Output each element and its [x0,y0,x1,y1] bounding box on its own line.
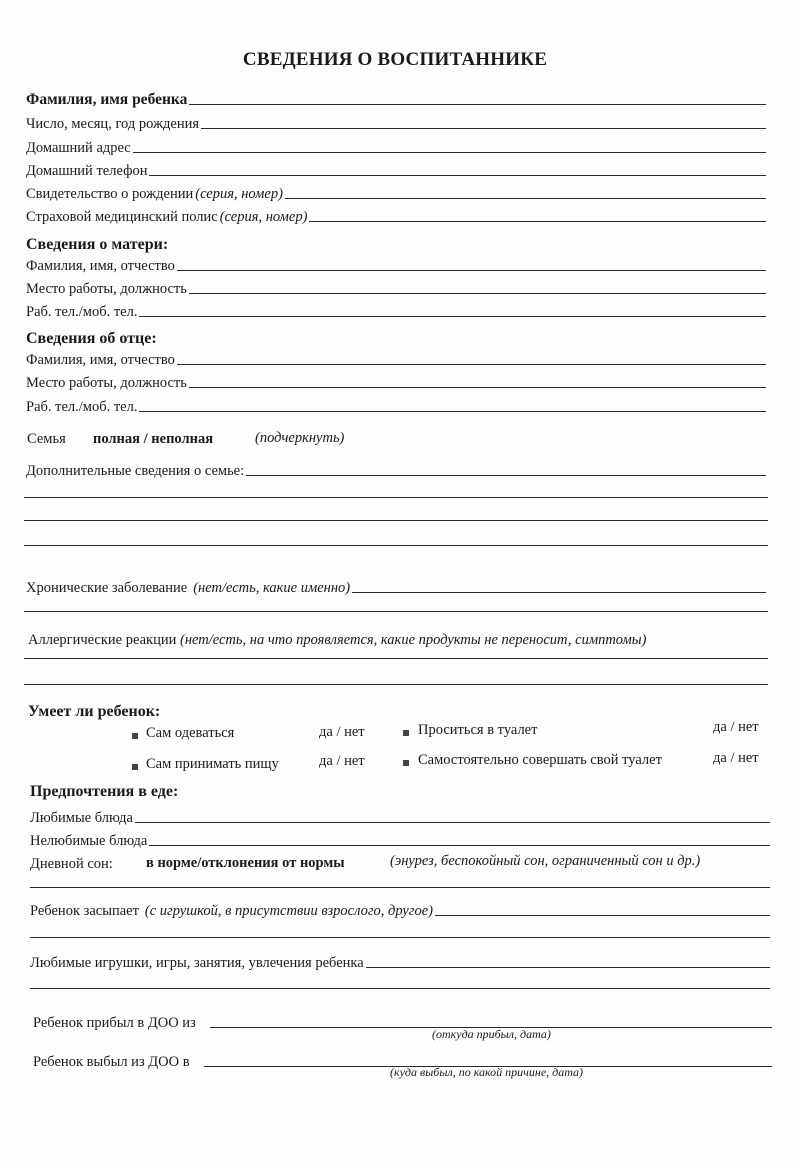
disliked-food-field[interactable] [149,845,770,846]
bullet-icon [132,733,138,739]
family-extra-label: Дополнительные сведения о семье: [26,463,245,479]
certificate-hint: (серия, номер) [195,186,283,202]
sleep-line[interactable] [30,887,770,888]
falls-asleep-hint: (с игрушкой, в присутствии взрослого, другое) [144,903,433,919]
mother-phone-label: Раб. тел./моб. тел. [26,304,138,320]
address-label: Домашний адрес [26,140,131,156]
father-fio-label: Фамилия, имя, отчество [26,352,175,368]
family-extra-field[interactable] [246,475,766,476]
toys-label: Любимые игрушки, игры, занятия, увлечения ребенка [30,955,364,971]
chronic-field[interactable] [352,592,766,593]
liked-food-label: Любимые блюда [30,810,133,826]
father-phone-row [26,395,766,415]
bullet-icon [403,760,409,766]
arrival-hint: (откуда прибыл, дата) [432,1027,551,1041]
address-field[interactable] [133,152,766,153]
father-fio-field[interactable] [177,364,766,365]
mother-phone-row [26,300,766,320]
food-heading: Предпочтения в еде: [30,783,179,800]
family-options[interactable]: полная / неполная [93,431,214,447]
skill-hygiene-label: Самостоятельно совершать свой туалет [418,752,662,768]
allergy-label-group [28,632,646,649]
father-work-label: Место работы, должность [26,375,187,391]
father-phone-label: Раб. тел./моб. тел. [26,399,138,415]
chronic-hint: (нет/есть, какие именно) [193,580,351,596]
skill-dress-answer[interactable]: да / нет [319,724,365,740]
chronic-line-2[interactable] [24,611,768,612]
certificate-row [26,182,766,202]
skill-hygiene-answer[interactable]: да / нет [713,750,759,766]
mother-work-field[interactable] [189,293,766,294]
child-name-label: Фамилия, имя ребенка [26,91,188,108]
mother-heading: Сведения о матери: [26,236,169,253]
home-phone-field[interactable] [149,175,766,176]
falls-asleep-line-2[interactable] [30,937,770,938]
chronic-row [26,576,766,596]
allergy-hint: (нет/есть, на что проявляется, какие продукты не переносит, симптомы) [179,632,647,648]
falls-asleep-label: Ребенок засыпает [30,903,139,919]
policy-row [26,205,766,225]
bullet-icon [403,730,409,736]
toys-line-2[interactable] [30,988,770,989]
child-name-field[interactable] [189,104,766,105]
skills-heading: Умеет ли ребенок: [28,703,161,720]
family-hint: (подчеркнуть) [255,430,345,446]
skill-toilet-answer[interactable]: да / нет [713,719,759,735]
arrival-label: Ребенок прибыл в ДОО из [33,1015,196,1031]
mother-phone-field[interactable] [139,316,766,317]
mother-work-row [26,277,766,297]
falls-asleep-row [30,899,770,919]
sleep-hint: (энурез, беспокойный сон, ограниченный сон и др.) [390,853,701,869]
liked-food-field[interactable] [135,822,770,823]
address-row [26,136,766,156]
toys-row [30,951,770,971]
disliked-food-row [30,829,770,849]
home-phone-row [26,159,766,179]
birth-field[interactable] [201,128,766,129]
family-extra-line-1[interactable] [24,497,768,498]
home-phone-label: Домашний телефон [26,163,148,179]
bullet-icon [132,764,138,770]
family-extra-line-3[interactable] [24,545,768,546]
skill-eat-answer[interactable]: да / нет [319,753,365,769]
departure-hint: (куда выбыл, по какой причине, дата) [390,1065,584,1079]
certificate-field[interactable] [285,198,766,199]
arrival-row [33,1011,772,1031]
skill-dress-label: Сам одеваться [146,725,235,741]
policy-field[interactable] [309,221,766,222]
mother-fio-field[interactable] [177,270,766,271]
child-name-row [26,88,766,108]
father-phone-field[interactable] [139,411,766,412]
family-extra-line-2[interactable] [24,520,768,521]
toys-field[interactable] [366,967,770,968]
father-heading: Сведения об отце: [26,330,157,347]
sleep-options[interactable]: в норме/отклонения от нормы [146,855,345,871]
family-label: Семья [27,431,66,447]
family-extra-row [26,459,766,479]
allergy-line-1[interactable] [24,658,768,659]
liked-food-row [30,806,770,826]
birth-row [26,112,766,132]
falls-asleep-field[interactable] [435,915,770,916]
birth-label: Число, месяц, год рождения [26,116,200,132]
skill-toilet-label: Проситься в туалет [418,722,538,738]
page-title: СВЕДЕНИЯ О ВОСПИТАННИКЕ [242,49,548,70]
mother-fio-row [26,254,766,274]
policy-label: Страховой медицинский полис [26,209,218,225]
disliked-food-label: Нелюбимые блюда [30,833,148,849]
mother-work-label: Место работы, должность [26,281,187,297]
father-work-field[interactable] [189,387,766,388]
chronic-label: Хронические заболевание [26,580,188,596]
mother-fio-label: Фамилия, имя, отчество [26,258,175,274]
father-work-row [26,371,766,391]
father-fio-row [26,348,766,368]
skill-eat-label: Сам принимать пищу [146,756,279,772]
certificate-label: Свидетельство о рождении [26,186,194,202]
allergy-line-2[interactable] [24,684,768,685]
sleep-label: Дневной сон: [30,856,113,872]
policy-hint: (серия, номер) [219,209,308,225]
departure-label: Ребенок выбыл из ДОО в [33,1054,190,1070]
allergy-label: Аллергические реакции [28,632,177,648]
